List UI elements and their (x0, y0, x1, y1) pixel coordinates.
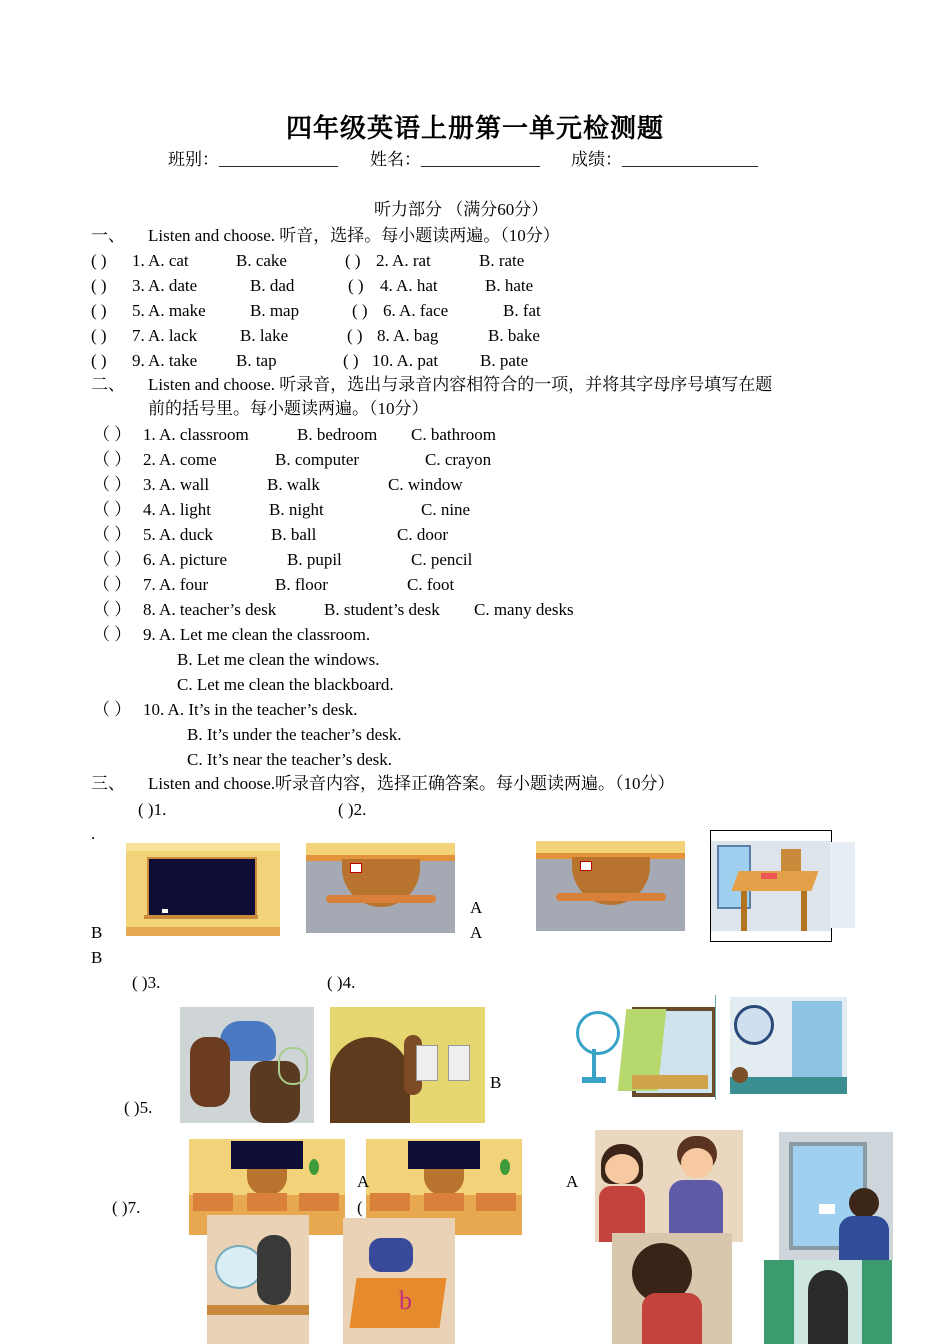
answer-paren[interactable]: （ ） (93, 475, 132, 494)
question-option-b: B. dad (250, 276, 295, 295)
question-option-b: B. student’s desk (324, 600, 440, 619)
answer-paren[interactable]: ( ) (345, 251, 361, 270)
answer-paren[interactable]: （ ） (93, 425, 132, 444)
question-option-a: 6. A. face (383, 301, 449, 320)
answer-paren[interactable]: （ ） (93, 575, 132, 594)
s3-q1-paren[interactable]: ( )1. (138, 800, 167, 819)
paren-partial: ( (357, 1198, 363, 1217)
desk-picture-edge (830, 842, 855, 928)
question-option-b: B. tap (236, 351, 277, 370)
page-title: 四年级英语上册第一单元检测题 (285, 114, 664, 143)
question-option-b: B. computer (275, 450, 360, 469)
question-option-a: 10. A. pat (372, 351, 439, 370)
listening-title: 听力部分 （满分60分） (374, 200, 549, 219)
question-option-b: B. walk (267, 475, 320, 494)
girl-picture[interactable] (612, 1233, 732, 1344)
question-option-c: C. door (397, 525, 448, 544)
question-option-a: 8. A. teacher’s desk (143, 600, 277, 619)
label-b-3: B (490, 1073, 502, 1092)
s3-q5-paren[interactable]: ( )5. (124, 1098, 153, 1117)
question-option-a: 7. A. four (143, 575, 209, 594)
question-option-a: 3. A. date (132, 276, 198, 295)
label-a-3: A (566, 1172, 579, 1191)
question-option-b: B. cake (236, 251, 287, 270)
section2-heading: Listen and choose. 听录音，选出与录音内容相符合的一项，并将其字母序号填写在题 (148, 375, 773, 394)
question-option-b: B. pupil (287, 550, 342, 569)
answer-paren[interactable]: （ ） (93, 525, 132, 544)
section1-heading: Listen and choose. 听音，选择。每小题读两遍。（10分） (148, 226, 560, 245)
section1-number: 一、 (91, 226, 125, 245)
curtain-person-picture[interactable] (764, 1260, 892, 1344)
boy-window-picture[interactable] (779, 1132, 893, 1260)
question-option-b: B. fat (503, 301, 541, 320)
question-option-b: B. bedroom (297, 425, 378, 444)
stray-dot: . (91, 824, 96, 843)
answer-paren[interactable]: ( ) (347, 326, 363, 345)
answer-paren[interactable]: ( ) (91, 301, 107, 320)
question-option-b: B. rate (479, 251, 525, 270)
cat-fishbowl-picture[interactable] (207, 1215, 309, 1344)
answer-paren[interactable]: （ ） (93, 550, 132, 569)
question-option-a: 6. A. picture (143, 550, 228, 569)
q9-option-a: 9. A. Let me clean the classroom. (143, 625, 371, 644)
question-option-a: 3. A. wall (143, 475, 210, 494)
question-option-b: B. lake (240, 326, 289, 345)
question-option-c: C. many desks (474, 600, 574, 619)
question-option-b: B. ball (271, 525, 317, 544)
q10-option-a: 10. A. It’s in the teacher’s desk. (143, 700, 358, 719)
name-field[interactable]: 姓名：______________ (370, 150, 540, 169)
light-switch-picture[interactable] (330, 1007, 485, 1123)
question-option-a: 4. A. light (143, 500, 212, 519)
answer-paren[interactable]: ( ) (352, 301, 368, 320)
q10-paren[interactable]: （ ） (93, 700, 132, 719)
q10-option-b: B. It’s under the teacher’s desk. (187, 725, 402, 744)
label-a-2: A (470, 923, 483, 942)
book-letter-icon: b (399, 1286, 412, 1315)
label-b-1: B (91, 923, 103, 942)
section3-heading: Listen and choose.听录音内容，选择正确答案。每小题读两遍。（10分） (148, 774, 675, 793)
label-a-4: A (357, 1172, 370, 1191)
question-option-a: 9. A. take (132, 351, 198, 370)
question-option-b: B. pate (480, 351, 529, 370)
s3-q3-paren[interactable]: ( )3. (132, 973, 161, 992)
question-option-b: B. floor (275, 575, 328, 594)
clean-wall-picture[interactable] (180, 1007, 314, 1123)
blackboard-picture[interactable] (126, 843, 280, 936)
section2-number: 二、 (91, 375, 125, 394)
s3-q2-paren[interactable]: ( )2. (338, 800, 367, 819)
section2-heading-cont: 前的括号里。每小题读两遍。（10分） (148, 399, 429, 418)
q9-option-c: C. Let me clean the blackboard. (177, 675, 394, 694)
answer-paren[interactable]: （ ） (93, 450, 132, 469)
section3-number: 三、 (91, 774, 125, 793)
kids-cleaning-picture[interactable] (595, 1130, 743, 1242)
fan-window-picture-2[interactable] (730, 997, 847, 1094)
answer-paren[interactable]: ( ) (348, 276, 364, 295)
question-option-c: C. crayon (425, 450, 492, 469)
question-option-a: 8. A. bag (377, 326, 439, 345)
label-a-1: A (470, 898, 483, 917)
question-option-a: 2. A. come (143, 450, 217, 469)
student-desks-picture[interactable] (710, 830, 832, 942)
answer-paren[interactable]: （ ） (93, 500, 132, 519)
answer-paren[interactable]: ( ) (91, 351, 107, 370)
answer-paren[interactable]: ( ) (91, 276, 107, 295)
question-option-c: C. bathroom (411, 425, 496, 444)
label-b-2: B (91, 948, 103, 967)
question-option-a: 1. A. classroom (143, 425, 249, 444)
question-option-c: C. pencil (411, 550, 473, 569)
s3-q7-paren[interactable]: ( )7. (112, 1198, 141, 1217)
question-option-a: 4. A. hat (380, 276, 438, 295)
question-option-b: B. bake (488, 326, 540, 345)
q10-option-c: C. It’s near the teacher’s desk. (187, 750, 393, 769)
answer-paren[interactable]: ( ) (91, 251, 107, 270)
question-option-a: 1. A. cat (132, 251, 189, 270)
question-option-a: 7. A. lack (132, 326, 198, 345)
answer-paren[interactable]: ( ) (343, 351, 359, 370)
answer-paren[interactable]: （ ） (93, 600, 132, 619)
fan-window-picture-1[interactable] (572, 995, 716, 1100)
question-option-c: C. window (388, 475, 463, 494)
question-option-a: 2. A. rat (376, 251, 431, 270)
question-option-b: B. map (250, 301, 300, 320)
question-option-c: C. foot (407, 575, 455, 594)
q9-paren[interactable]: （ ） (93, 625, 132, 644)
question-option-c: C. nine (421, 500, 471, 519)
question-option-a: 5. A. make (132, 301, 206, 320)
desk-picture-2[interactable] (536, 841, 685, 931)
s3-q4-paren[interactable]: ( )4. (327, 973, 356, 992)
question-option-b: B. hate (485, 276, 534, 295)
score-field[interactable]: 成绩：________________ (571, 150, 758, 169)
desk-picture-1[interactable] (306, 843, 455, 933)
answer-paren[interactable]: ( ) (91, 326, 107, 345)
question-option-a: 5. A. duck (143, 525, 213, 544)
class-field[interactable]: 班别：______________ (168, 150, 338, 169)
car-book-picture[interactable] (343, 1218, 455, 1344)
q9-option-b: B. Let me clean the windows. (177, 650, 380, 669)
question-option-b: B. night (269, 500, 324, 519)
